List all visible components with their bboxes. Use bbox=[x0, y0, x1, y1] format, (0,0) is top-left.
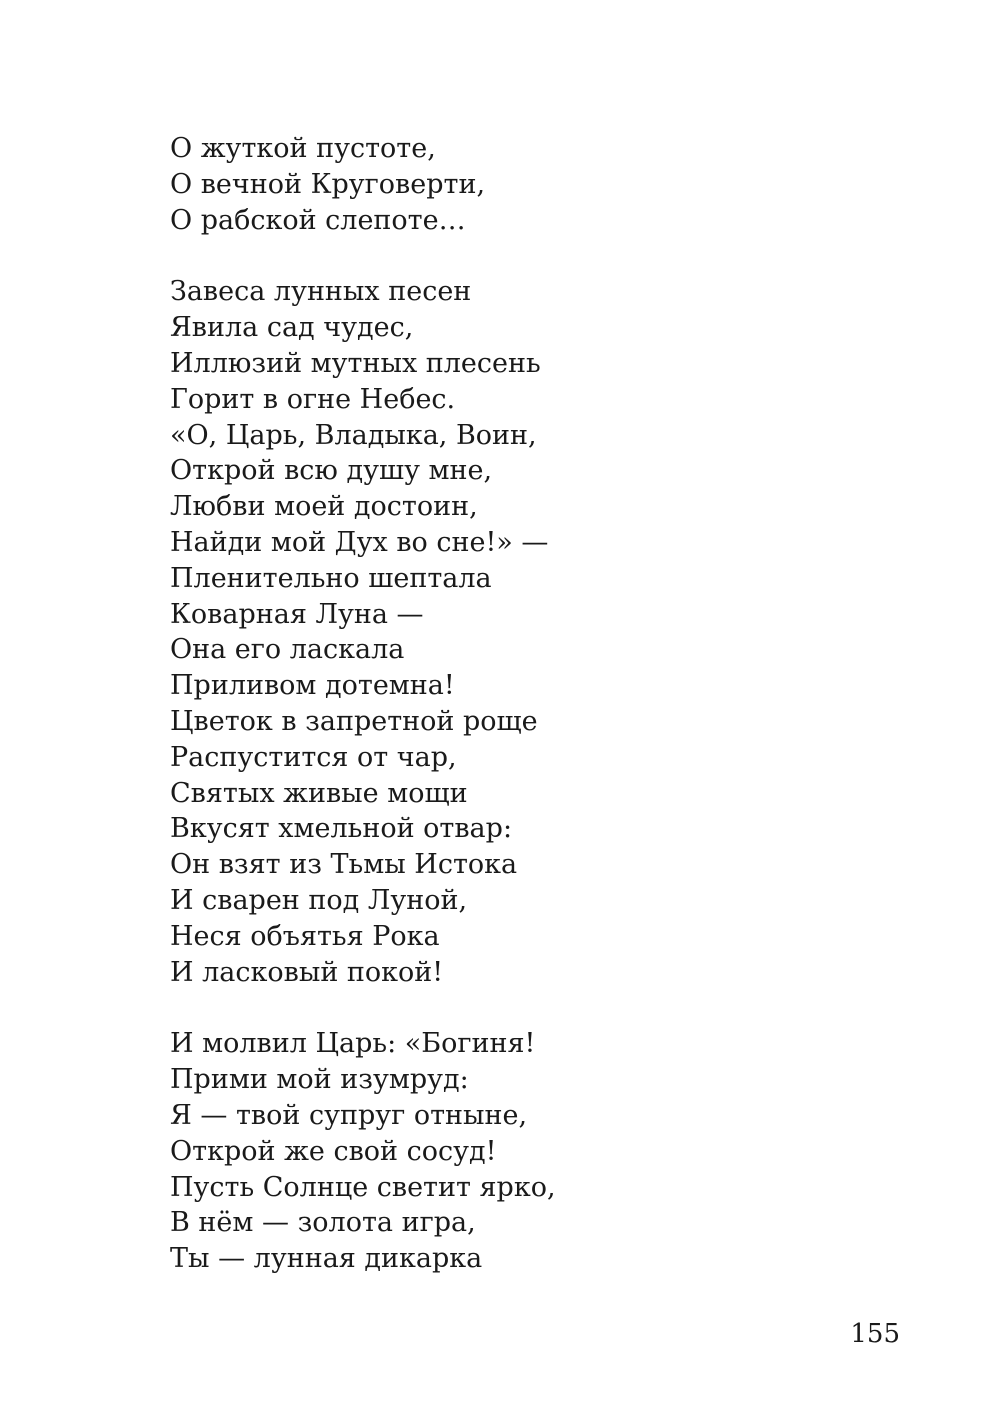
poem-line: О жуткой пустоте, bbox=[170, 133, 436, 164]
poem-line: Вкусят хмельной отвар: bbox=[170, 813, 513, 845]
poem-line: Горит в огне Небес. bbox=[170, 383, 456, 415]
poem-line: Пленительно шептала bbox=[170, 562, 492, 594]
stanza-3 bbox=[170, 1026, 930, 1277]
poem-line: Распустится от чар, bbox=[170, 741, 457, 773]
poem-line: Прими мой изумруд: bbox=[170, 1064, 469, 1096]
poem-line: Коварная Луна — bbox=[170, 598, 424, 630]
poem-line: Открой же свой сосуд! bbox=[170, 1135, 497, 1167]
poem-line: Завеса лунных песен bbox=[170, 276, 472, 308]
poem-line: О рабской слепоте… bbox=[170, 204, 466, 236]
poem-line: «О, Царь, Владыка, Воин, bbox=[170, 419, 537, 451]
poem-line: Явила сад чудес, bbox=[170, 312, 414, 344]
poem-line: И молвил Царь: «Богиня! bbox=[170, 1028, 536, 1060]
poem-line: И сварен под Луной, bbox=[170, 884, 468, 916]
poem-line: Любви моей достоин, bbox=[170, 491, 478, 523]
poem-line: Я — твой супруг отныне, bbox=[170, 1099, 528, 1131]
poem-line: Цветок в запретной роще bbox=[170, 705, 538, 737]
poem-line: Святых живые мощи bbox=[170, 777, 468, 809]
poem-line: Приливом дотемна! bbox=[170, 670, 455, 702]
poem-line: Иллюзий мутных плесень bbox=[170, 347, 541, 379]
page-number: 155 bbox=[850, 1319, 900, 1349]
poem-line: Он взят из Тьмы Истока bbox=[170, 849, 518, 881]
poem-line: И ласковый покой! bbox=[170, 956, 444, 988]
poem-line: Пусть Солнце светит ярко, bbox=[170, 1171, 556, 1203]
stanza-2 bbox=[170, 274, 930, 990]
poem-line: Ты — лунная дикарка bbox=[170, 1243, 483, 1275]
poem-line: О вечной Круговерти, bbox=[170, 168, 486, 200]
poem-line: Найди мой Дух во сне!» — bbox=[170, 526, 549, 558]
poem-line: Открой всю душу мне, bbox=[170, 455, 493, 487]
poem-line: Она его ласкала bbox=[170, 634, 405, 666]
poem-line: Неся объятья Рока bbox=[170, 920, 440, 952]
poem bbox=[170, 131, 930, 1313]
poem-line: В нём — золота игра, bbox=[170, 1207, 476, 1239]
stanza-1 bbox=[170, 131, 930, 238]
